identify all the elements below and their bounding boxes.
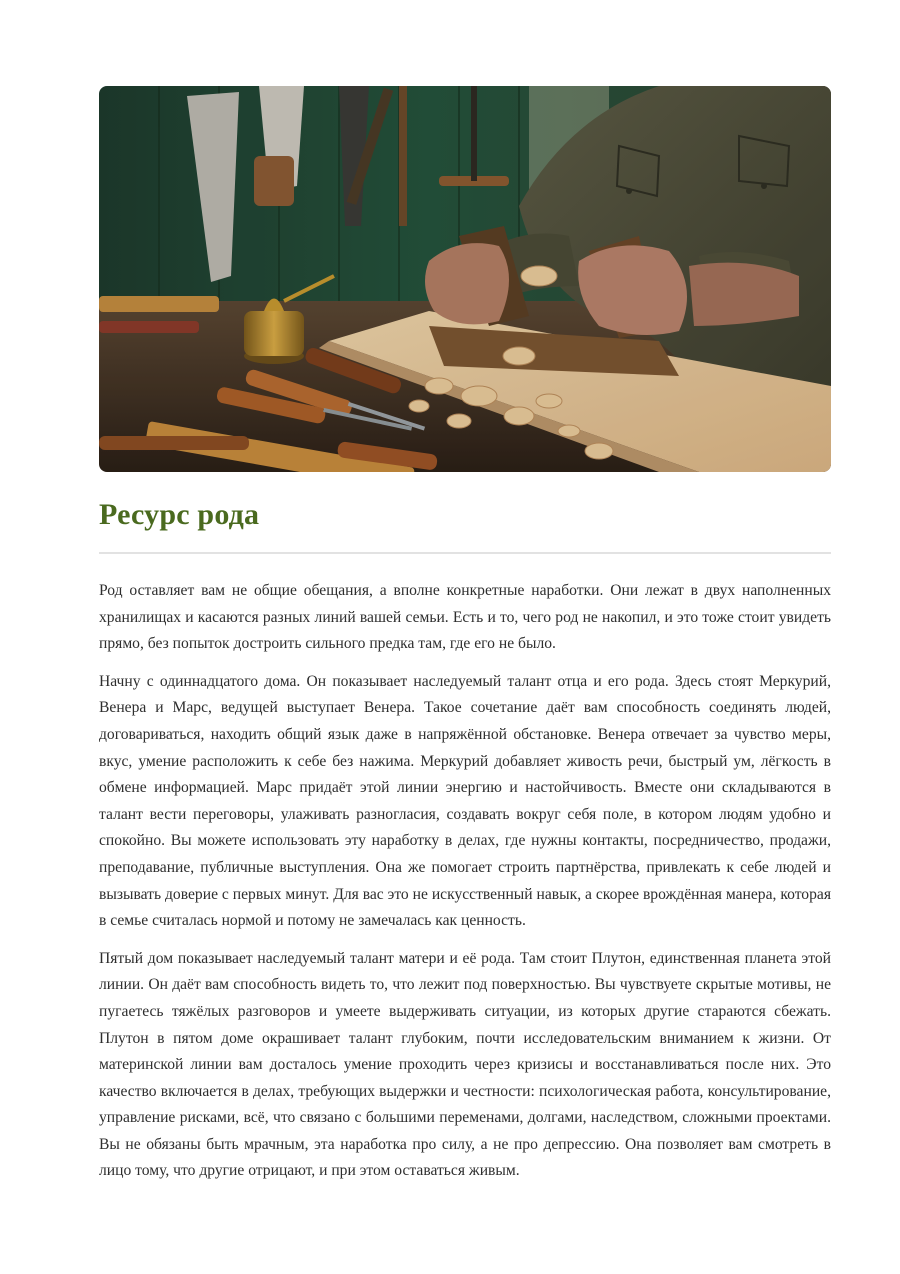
page-title: Ресурс рода [99,498,260,531]
carpenter-workshop-image [99,86,831,472]
article-body [99,578,831,1196]
hero-photo [99,86,831,472]
paragraph-intro: Род оставляет вам не общие обещания, а вполне конкретные наработки. Они лежат в двух наполненных хранилищах и касаются разных линий вашей семьи. Есть и то, чего род не накопил, и это тоже стоит увидеть прямо, без попыток достроить сильного предка там, где его не было. [99,582,831,653]
paragraph-fifth-house: Пятый дом показывает наследуемый талант матери и её рода. Там стоит Плутон, единственная планета этой линии. Он даёт вам способность видеть то, что лежит под поверхностью. Вы чувствуете скрытые мотивы, не пугаетесь тяжёлых разговоров и умеете выдерживать ситуации, из которых другие стараются сбежать. Плутон в пятом доме окрашивает талант глубоким, почти исследовательским вниманием к жизни. От материнской линии вам досталось умение проходить через кризисы и восстанавливаться после них. Это качество включается в делах, требующих выдержки и честности: психологическая работа, консультирование, управление рисками, всё, что связано с большими переменами, долгами, наследством, сложными проектами. Вы не обязаны быть мрачным, эта наработка про силу, а не про депрессию. Она позволяет вам смотреть в лицо тому, что другие отрицают, и при этом оставаться живым. [99,949,831,1180]
title-divider [99,552,831,554]
paragraph-eleventh-house: Начну с одиннадцатого дома. Он показывает наследуемый талант отца и его рода. Здесь стоят Меркурий, Венера и Марс, ведущей выступает Венера. Такое сочетание даёт вам способность соединять людей, договариваться, находить общий язык даже в напряжённой обстановке. Венера отвечает за чувство меры, вкус, умение расположить к себе без нажима. Меркурий добавляет живость речи, быстрый ум, лёгкость в обмене информацией. Марс придаёт этой линии энергию и настойчивость. Вместе они складываются в талант вести переговоры, улаживать разногласия, создавать вокруг себя поле, в котором людям удобно и спокойно. Вы можете использовать эту наработку в делах, где нужны контакты, посредничество, продажи, преподавание, публичные выступления. Она же помогает строить партнёрства, привлекать к себе людей и вызывать доверие с первых минут. Для вас это не искусственный навык, а скорее врождённая манера, которая в семье считалась нормой и потому не замечалась как ценность. [99,672,831,930]
